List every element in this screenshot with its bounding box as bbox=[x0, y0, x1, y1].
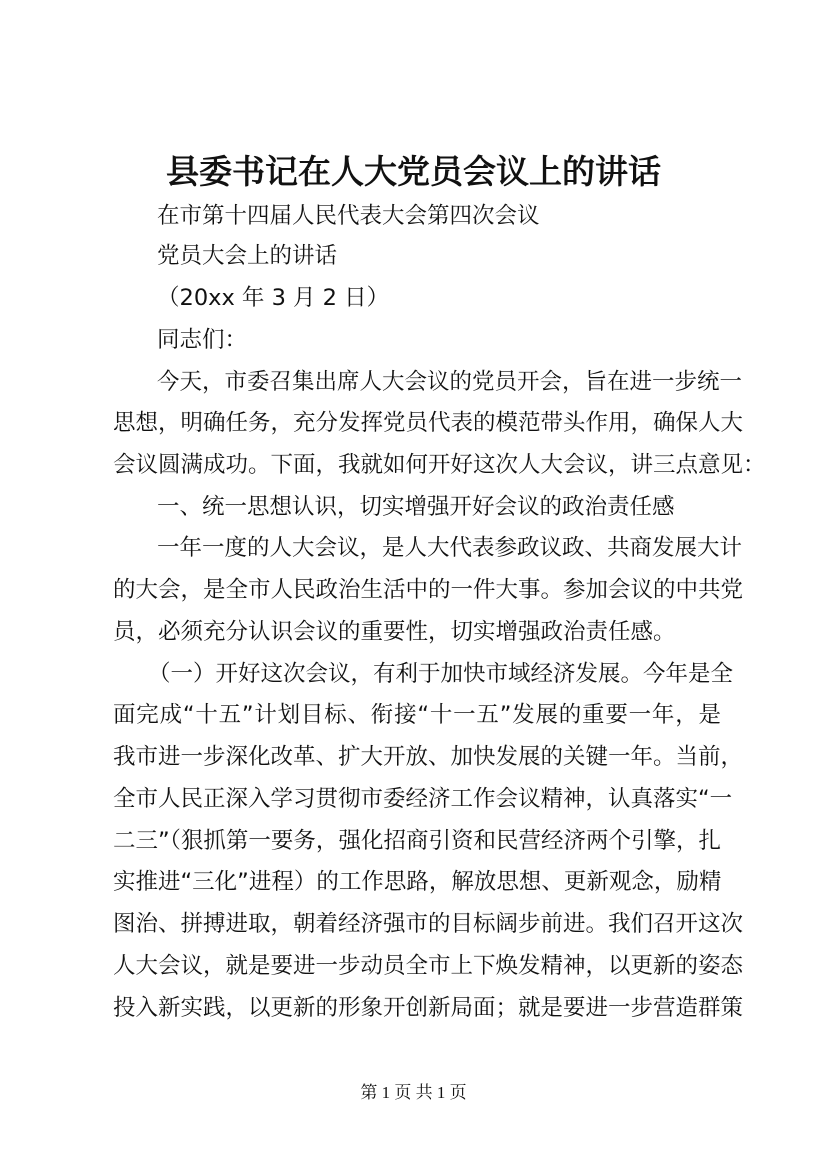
document-title: 县委书记在人大党员会议上的讲话 bbox=[166, 152, 661, 191]
paragraph-line: 会议圆满成功。下面，我就如何开好这次人大会议，讲三点意见： bbox=[113, 452, 766, 478]
paragraph-line: 实推进“三化”进程）的工作思路，解放思想、更新观念，励精 bbox=[113, 869, 722, 895]
section-heading-1: 一、统一思想认识，切实增强开好会议的政治责任感 bbox=[157, 494, 675, 520]
paragraph-line: 全市人民正深入学习贯彻市委经济工作会议精神，认真落实“一 bbox=[113, 786, 733, 812]
subtitle-line-1: 在市第十四届人民代表大会第四次会议 bbox=[157, 203, 540, 229]
paragraph-line: 投入新实践，以更新的形象开创新局面；就是要进一步营造群策 bbox=[113, 995, 744, 1021]
paragraph-line: （一）开好这次会议，有利于加快市域经济发展。今年是全 bbox=[148, 661, 734, 687]
salutation: 同志们： bbox=[157, 327, 248, 353]
date-line: （20xx 年 3 月 2 日） bbox=[157, 285, 390, 311]
page-number-footer: 第 1 页 共 1 页 bbox=[360, 1083, 467, 1102]
paragraph-line: 思想，明确任务，充分发挥党员代表的模范带头作用，确保人大 bbox=[113, 410, 744, 436]
subtitle-line-2: 党员大会上的讲话 bbox=[157, 243, 338, 269]
paragraph-line: 一年一度的人大会议，是人大代表参政议政、共商发展大计 bbox=[157, 535, 743, 561]
paragraph-line: 的大会，是全市人民政治生活中的一件大事。参加会议的中共党 bbox=[113, 577, 744, 603]
paragraph-line: 员，必须充分认识会议的重要性，切实增强政治责任感。 bbox=[113, 619, 676, 645]
paragraph-line: 二三”（狠抓第一要务，强化招商引资和民营经济两个引擎，扎 bbox=[113, 828, 721, 854]
paragraph-line: 图治、拼搏进取，朝着经济强市的目标阔步前进。我们召开这次 bbox=[113, 911, 744, 937]
paragraph-line: 我市进一步深化改革、扩大开放、加快发展的关键一年。当前， bbox=[113, 744, 744, 770]
paragraph-line: 面完成“十五”计划目标、衔接“十一五”发展的重要一年，是 bbox=[113, 702, 721, 728]
paragraph-line: 人大会议，就是要进一步动员全市上下焕发精神，以更新的姿态 bbox=[113, 953, 744, 979]
paragraph-line: 今天，市委召集出席人大会议的党员开会，旨在进一步统一 bbox=[157, 369, 743, 395]
